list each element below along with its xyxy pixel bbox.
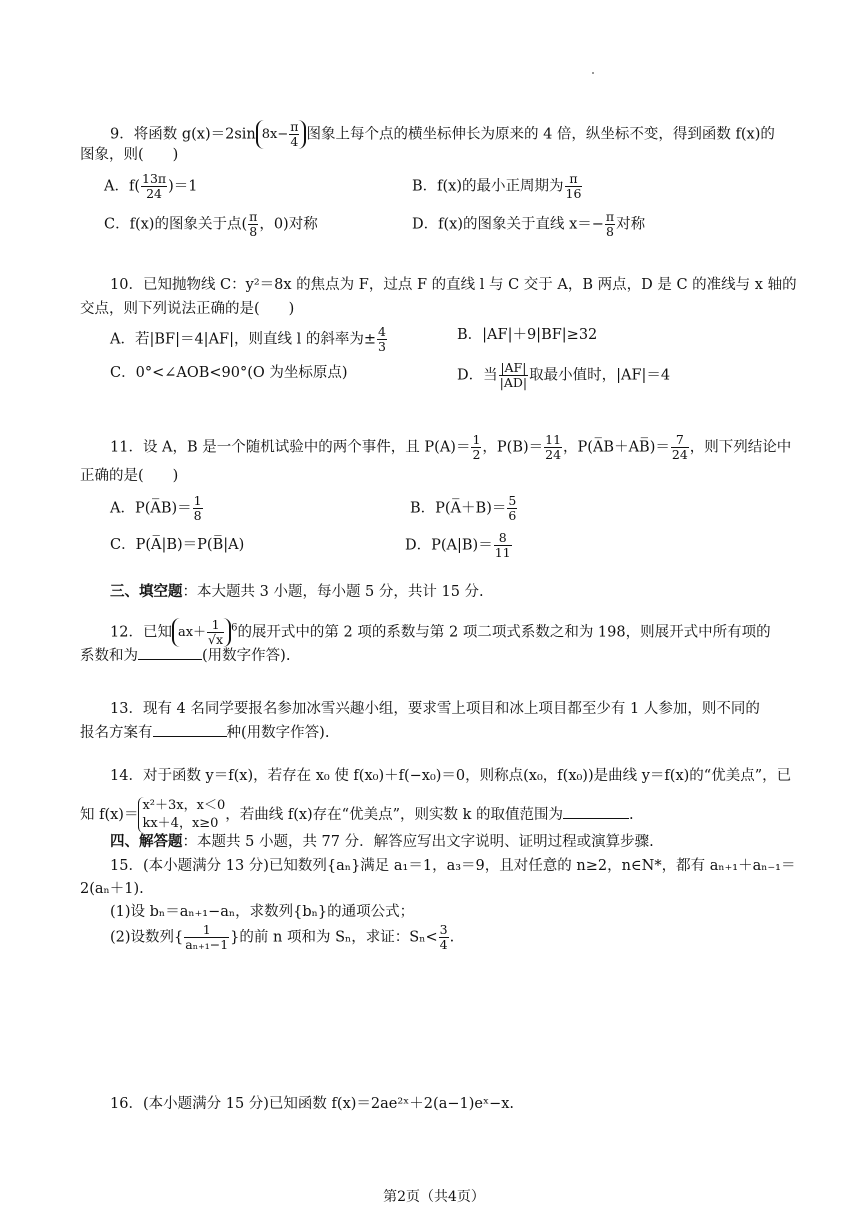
q9-b-den: 16 (565, 186, 582, 201)
q10-d-den: |AD| (499, 375, 528, 390)
scan-speck (592, 72, 594, 74)
q11-pb-frac (544, 433, 562, 462)
q12-line1 (110, 618, 771, 647)
q9-a-frac (141, 172, 167, 201)
q10-option-c: C．0°<∠AOB<90°(O 为坐标原点) (110, 365, 348, 381)
q16-line1: 16．(本小题满分 15 分)已知函数 f(x)＝2ae²ˣ＋2(a−1)eˣ−x. (110, 1096, 515, 1112)
q11-pc-num: 7 (671, 433, 689, 448)
q11-d-num: 8 (494, 531, 512, 546)
section-4-heading (110, 832, 654, 852)
q9-paren-frac (289, 120, 299, 149)
q15-line2: 2(aₙ＋1). (80, 881, 144, 897)
q10-a-den: 3 (378, 339, 386, 354)
q13-line2-b: 种(用数字作答). (226, 725, 330, 741)
q11-pa-num: 1 (472, 432, 481, 447)
q9-d-frac (605, 210, 615, 239)
q9-c-pre: C．f(x)的图象关于点( (104, 216, 248, 233)
q10-stem-line2: 交点，则下列说法正确的是( ) (80, 301, 295, 317)
q9-paren-top: 8x− (261, 127, 289, 142)
q15-p2-bound-den: 4 (439, 937, 448, 952)
q11-option-c: C．P(A̅|B)＝P(B̅|A) (110, 537, 245, 553)
q12-post: 的展开式中的第 2 项的系数与第 2 项二项式系数之和为 198，则展开式中所有项的 (237, 624, 771, 641)
q11-a-den: 8 (193, 508, 202, 523)
q11-stem-line1 (110, 433, 791, 462)
q10-option-a (110, 325, 388, 354)
section-3-title: 三、填空题 (110, 583, 183, 600)
q11-stem-a1: 11．设 A，B 是一个随机试验中的两个事件，且 P(A)＝ (110, 439, 471, 456)
q15-p2-a: (2)设数列{ (110, 929, 184, 946)
q14-line2-b: ，若曲线 f(x)存在“优美点”，则实数 k 的取值范围为 (225, 807, 564, 823)
q9-stem-line2: 图象，则( ) (80, 147, 179, 163)
q10-stem-line1: 10．已知抛物线 C：y²＝8x 的焦点为 F，过点 F 的直线 l 与 C 交于 A，B 两点，D 是 C 的准线与 x 轴的 (110, 277, 797, 293)
section-3-desc: ：本大题共 3 小题，每小题 5 分，共计 15 分. (182, 584, 484, 600)
q11-d-den: 11 (494, 545, 511, 560)
q9-b-frac (565, 172, 583, 201)
q9-b-pre: B．f(x)的最小正周期为 (412, 178, 564, 195)
q10-option-b: B．|AF|＋9|BF|≥32 (457, 327, 598, 343)
q15-p2-b: }的前 n 项和为 Sₙ，求证：Sₙ< (230, 929, 438, 946)
q9-c-post: ，0)对称 (259, 216, 318, 233)
q13-line2 (80, 722, 329, 743)
q9-d-post: 对称 (616, 216, 646, 233)
q15-p2-c: . (449, 929, 455, 946)
section-4-desc: ：本题共 5 小题，共 77 分．解答应写出文字说明、证明过程或演算步骤. (182, 834, 654, 850)
q11-pb-den: 24 (545, 447, 562, 462)
q11-stem-a3: ，P(A̅B＋AB̅)＝ (563, 439, 670, 456)
q15-part1: (1)设 bₙ＝aₙ₊₁−aₙ，求数列{bₙ}的通项公式； (110, 904, 415, 920)
q9-a-num: 13π (142, 171, 167, 186)
page-footer: 第2页（共4页） (383, 1189, 485, 1205)
q14-answer-blank[interactable] (563, 804, 629, 819)
q11-stem-a4: ，则下列结论中 (689, 439, 792, 456)
section-3-heading (110, 582, 484, 602)
q9-option-c (104, 210, 318, 239)
q10-a-pre: A．若|BF|＝4|AF|，则直线 l 的斜率为± (110, 331, 376, 348)
q10-d-pre: D．当 (457, 367, 498, 384)
q12-line2 (80, 645, 290, 666)
q9-option-d (412, 210, 645, 239)
q9-a-den: 24 (146, 186, 163, 201)
q9-option-a (104, 172, 198, 201)
q12-inner: ax＋ (177, 625, 207, 640)
q14-case2: kx＋4，x≥0 (142, 816, 219, 831)
q13-line1: 13．现有 4 名同学要报名参加冰雪兴趣小组，要求雪上项目和冰上项目都至少有 1 人参加，则不同的 (110, 701, 760, 717)
q15-p2-den: aₙ₊₁−1 (185, 937, 229, 952)
q11-d-frac (494, 531, 512, 560)
q14-line2-c: . (629, 807, 634, 823)
q11-a-frac (193, 494, 203, 523)
q12-frac (207, 618, 224, 647)
q11-pb-num: 11 (545, 432, 562, 447)
q12-line2-b: (用数字作答). (202, 648, 291, 664)
q15-p2-frac (184, 923, 229, 952)
q12-frac-den: √x (208, 632, 224, 647)
q11-a-pre: A．P(A̅B)＝ (110, 500, 192, 517)
q9-a-pre: A．f( (104, 178, 140, 195)
q9-paren (256, 120, 307, 149)
q14-case1: x²＋3x，x＜0 (142, 798, 226, 813)
q12-pre: 12．已知 (110, 624, 172, 641)
q9-d-num: π (605, 209, 615, 224)
q11-b-pre: B．P(A̅＋B)＝ (410, 500, 507, 517)
q10-option-d (457, 361, 670, 390)
q9-a-post: )＝1 (168, 178, 198, 195)
q11-a-num: 1 (193, 493, 202, 508)
q14-line1: 14．对于函数 y＝f(x)，若存在 x₀ 使 f(x₀)＋f(−x₀)＝0，则称点(x₀，f(x₀))是曲线 y＝f(x)的“优美点”，已 (110, 768, 792, 784)
q11-stem-line2: 正确的是( ) (80, 468, 179, 484)
q9-c-num: π (249, 209, 258, 224)
q12-answer-blank[interactable] (138, 645, 202, 660)
q9-stem-line1 (110, 120, 775, 149)
q10-a-num: 4 (378, 324, 386, 339)
q9-stem-b: 图象上每个点的横坐标伸长为原来的 4 倍，纵坐标不变，得到函数 f(x)的 (306, 126, 775, 143)
q11-option-a (110, 494, 204, 523)
q15-p2-bound-num: 3 (439, 922, 448, 937)
q12-exponent: 6 (231, 622, 238, 634)
q10-d-num: |AF| (500, 360, 527, 375)
q9-d-den: 8 (606, 224, 614, 239)
q9-paren-den: 4 (290, 134, 299, 149)
q12-frac-num: 1 (207, 618, 224, 633)
q11-b-frac (507, 494, 517, 523)
q12-paren (172, 618, 231, 647)
q14-piecewise (138, 797, 225, 833)
q11-stem-a2: ，P(B)＝ (482, 439, 544, 456)
q10-a-frac (377, 325, 387, 354)
q10-d-frac (499, 361, 528, 390)
q9-b-num: π (565, 172, 583, 187)
q14-line2-a: 知 f(x)＝ (80, 807, 139, 823)
q9-d-pre: D．f(x)的图象关于直线 x＝− (412, 216, 604, 233)
q14-line2 (80, 797, 634, 833)
q15-p2-num: 1 (184, 923, 229, 938)
q11-b-den: 6 (508, 508, 517, 523)
q15-line1: 15．(本小题满分 13 分)已知数列{aₙ}满足 a₁＝1，a₃＝9，且对任意的 n≥2，n∈N*，都有 aₙ₊₁＋aₙ₋₁＝ (110, 858, 796, 874)
q9-paren-num: π (290, 119, 299, 134)
q13-line2-a: 报名方案有 (80, 725, 153, 741)
q9-option-b (412, 172, 583, 201)
q11-pc-den: 24 (671, 447, 688, 462)
q15-part2 (110, 923, 454, 952)
q11-d-pre: D．P(A|B)＝ (405, 537, 493, 554)
q9-c-den: 8 (249, 224, 258, 239)
q10-d-post: 取最小值时，|AF|＝4 (529, 367, 671, 384)
q12-line2-a: 系数和为 (80, 648, 138, 664)
q11-b-num: 5 (508, 493, 517, 508)
q11-pa-den: 2 (472, 447, 481, 462)
q11-option-b (410, 494, 518, 523)
q11-pc-frac (671, 433, 689, 462)
q15-p2-bound (439, 923, 449, 952)
q11-option-d (405, 531, 513, 560)
q9-stem-a: 9．将函数 g(x)＝2sin (110, 126, 256, 143)
q9-c-frac (248, 210, 258, 239)
q13-answer-blank[interactable] (153, 722, 227, 737)
section-4-title: 四、解答题 (110, 833, 183, 850)
q11-pa-frac (471, 433, 481, 462)
